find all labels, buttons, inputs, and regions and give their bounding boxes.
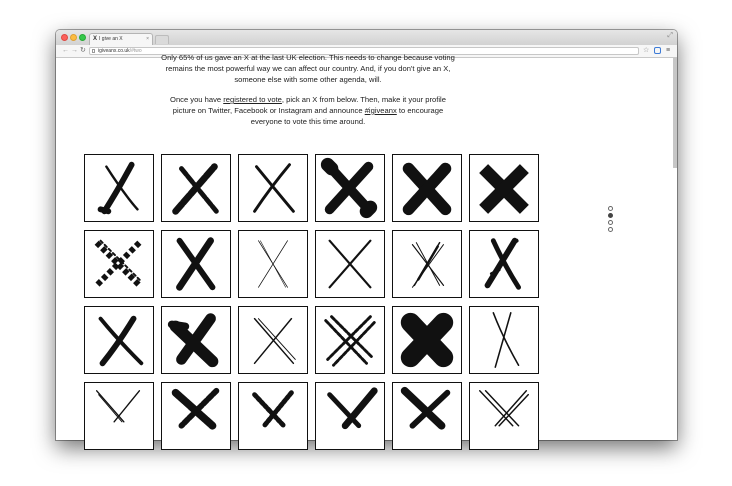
- instruction-text-1: Once you have: [170, 95, 224, 104]
- x-option-dashed-stamp[interactable]: [84, 230, 154, 298]
- x-mark-icon: [239, 155, 307, 221]
- tab-close-icon[interactable]: ×: [146, 36, 149, 42]
- instruction-text-2: , pick an X from below. Then, make it your profile picture on Twitter, Facebook or Instagram and announce: [172, 95, 446, 115]
- x-mark-icon: [85, 231, 153, 297]
- x-option-partial-5[interactable]: [392, 382, 462, 450]
- x-mark-icon: [162, 383, 230, 449]
- x-option-fine-double[interactable]: [238, 306, 308, 374]
- forward-arrow-icon[interactable]: →: [71, 47, 78, 54]
- x-mark-icon: [239, 383, 307, 449]
- intro-paragraph: Only 65% of us gave an X at the last UK election. This needs to change because voting remains the most powerful way we can affect our country. And, if you don't give an X, someone else with some other agenda, will.: [161, 53, 455, 84]
- x-mark-icon: [393, 231, 461, 297]
- x-option-partial-4[interactable]: [315, 382, 385, 450]
- x-mark-icon: [470, 231, 538, 297]
- x-option-partial-3[interactable]: [238, 382, 308, 450]
- pagination-dot[interactable]: [608, 227, 613, 232]
- x-option-thin-curved[interactable]: [238, 154, 308, 222]
- tab-igiveanx[interactable]: [89, 33, 153, 45]
- x-mark-icon: [316, 231, 384, 297]
- x-option-heavy-bone[interactable]: [315, 154, 385, 222]
- pagination-dot[interactable]: [608, 213, 613, 218]
- close-window-button[interactable]: [61, 34, 68, 41]
- x-option-rounded-blob[interactable]: [392, 306, 462, 374]
- new-tab-button[interactable]: [155, 35, 169, 44]
- star-icon[interactable]: ☆: [643, 47, 650, 54]
- x-option-partial-1[interactable]: [84, 382, 154, 450]
- page-icon: [92, 49, 95, 53]
- x-option-partial-6[interactable]: [469, 382, 539, 450]
- x-option-chunky-brush[interactable]: [161, 306, 231, 374]
- tab-strip: [56, 30, 677, 45]
- instruction-paragraph: [158, 95, 458, 127]
- x-option-medium-brush[interactable]: [161, 230, 231, 298]
- zoom-window-button[interactable]: [79, 34, 86, 41]
- x-mark-icon: [316, 383, 384, 449]
- x-mark-icon: [393, 307, 461, 373]
- tab-favicon-icon: X: [93, 36, 98, 42]
- x-option-rough-block[interactable]: [392, 154, 462, 222]
- x-option-tapered-brush[interactable]: [84, 306, 154, 374]
- instruction-text-3: to encourage everyone to vote this time around.: [250, 105, 444, 126]
- x-mark-icon: [85, 383, 153, 449]
- x-mark-icon: [85, 307, 153, 373]
- x-mark-icon: [470, 307, 538, 373]
- tab-title: I give an X: [99, 36, 123, 42]
- x-option-thin-brush[interactable]: [84, 154, 154, 222]
- x-mark-icon: [162, 231, 230, 297]
- x-option-partial-2[interactable]: [161, 382, 231, 450]
- menu-icon[interactable]: ≡: [666, 47, 671, 54]
- x-option-dashed-double[interactable]: [315, 306, 385, 374]
- pagination-dot[interactable]: [608, 206, 613, 211]
- x-mark-icon: [85, 155, 153, 221]
- x-mark-icon: [316, 155, 384, 221]
- x-mark-icon: [162, 307, 230, 373]
- x-option-thin-tall[interactable]: [469, 306, 539, 374]
- x-option-thin-straight[interactable]: [315, 230, 385, 298]
- extension-icon[interactable]: [654, 47, 661, 54]
- url-domain: igiveanx.co.uk: [98, 48, 130, 54]
- x-mark-icon: [239, 307, 307, 373]
- x-option-ink-splatter[interactable]: [469, 230, 539, 298]
- pagination-dot[interactable]: [608, 220, 613, 225]
- url-path: /#two: [129, 48, 142, 54]
- hashtag-link[interactable]: #igiveanx: [364, 105, 397, 115]
- x-option-sketchy[interactable]: [392, 230, 462, 298]
- x-option-hairline[interactable]: [238, 230, 308, 298]
- minimize-window-button[interactable]: [70, 34, 77, 41]
- x-mark-icon: [239, 231, 307, 297]
- fullscreen-icon[interactable]: ⤢: [667, 32, 673, 39]
- x-mark-icon: [393, 155, 461, 221]
- x-option-scratchy-brush[interactable]: [161, 154, 231, 222]
- x-mark-icon: [316, 307, 384, 373]
- reload-icon[interactable]: ↻: [80, 47, 86, 54]
- back-arrow-icon[interactable]: ←: [62, 47, 69, 54]
- x-mark-icon: [162, 155, 230, 221]
- x-mark-icon: [470, 383, 538, 449]
- register-to-vote-link[interactable]: registered to vote: [223, 95, 282, 104]
- scrollbar-thumb[interactable]: [673, 58, 677, 168]
- x-option-bold-block[interactable]: [469, 154, 539, 222]
- x-mark-icon: [470, 155, 538, 221]
- x-mark-icon: [393, 383, 461, 449]
